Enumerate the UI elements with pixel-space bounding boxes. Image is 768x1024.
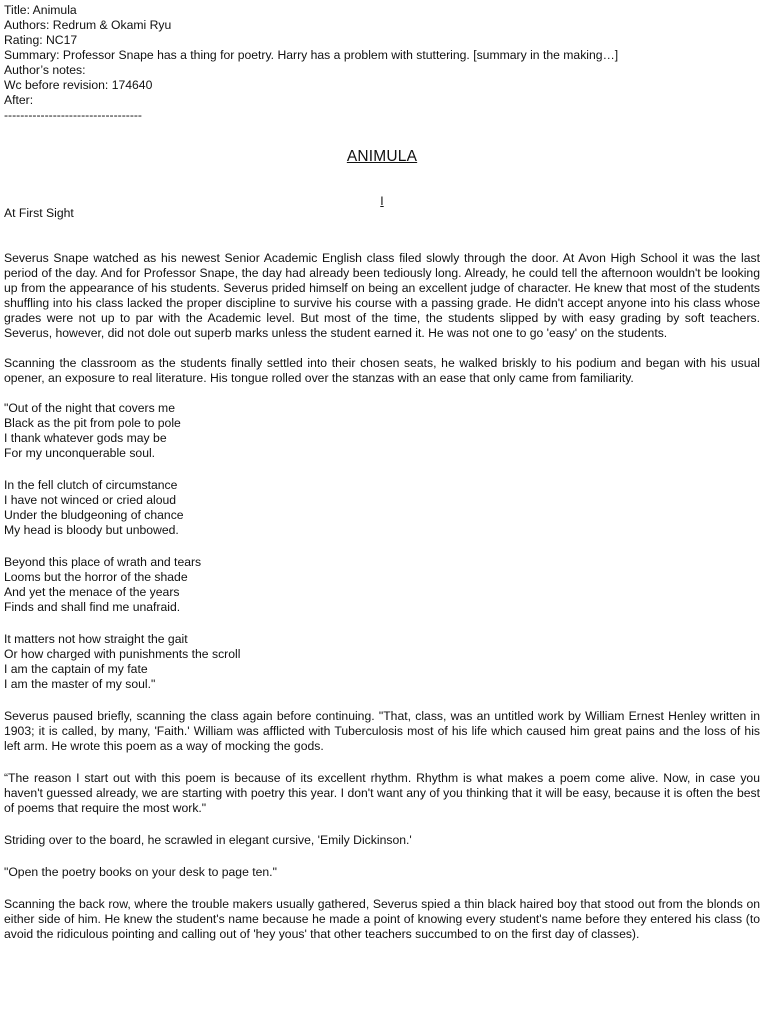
poem-stanza-1 bbox=[4, 401, 760, 461]
paragraph-5: Striding over to the board, he scrawled in elegant cursive, 'Emily Dickinson.' bbox=[4, 833, 412, 847]
meta-wordcount-after: After: bbox=[4, 93, 34, 107]
verse-line: It matters not how straight the gait bbox=[4, 632, 188, 646]
verse-line: In the fell clutch of circumstance bbox=[4, 478, 178, 492]
paragraph-3: Severus paused briefly, scanning the class again before continuing. "That, class, was an untitled work by William Ernest Henley written in 1903; it is called, by many, 'Faith.' William was afflicted with Tuberculosis most of his life which caused him great pains and the loss of his left arm. He wrote this poem as a way of mocking the gods. bbox=[4, 709, 760, 753]
meta-rating: Rating: NC17 bbox=[4, 33, 78, 47]
meta-authors: Authors: Redrum & Okami Ryu bbox=[4, 18, 172, 32]
verse-line: I thank whatever gods may be bbox=[4, 431, 167, 445]
meta-wordcount-before: Wc before revision: 174640 bbox=[4, 78, 153, 92]
meta-title: Title: Animula bbox=[4, 3, 77, 17]
verse-line: I am the captain of my fate bbox=[4, 662, 148, 676]
verse-line: And yet the menace of the years bbox=[4, 585, 180, 599]
chapter-title: At First Sight bbox=[4, 206, 74, 220]
verse-line: I am the master of my soul." bbox=[4, 677, 156, 691]
paragraph-4: “The reason I start out with this poem is because of its excellent rhythm. Rhythm is what makes a poem come alive. Now, in case you haven't guessed already, we are starting with poetry this year. I don't want any of you thinking that it will be easy, because it is often the best of poems that require the most work." bbox=[4, 771, 760, 815]
chapter-number: I bbox=[380, 194, 384, 208]
verse-line: Under the bludgeoning of chance bbox=[4, 508, 184, 522]
verse-line: Beyond this place of wrath and tears bbox=[4, 555, 202, 569]
poem-stanza-4 bbox=[4, 632, 760, 692]
paragraph-6: "Open the poetry books on your desk to page ten." bbox=[4, 865, 277, 879]
paragraph-1: Severus Snape watched as his newest Senior Academic English class filed slowly through the door. At Avon High School it was the last period of the day. And for Professor Snape, the day had already been tediously long. Already, he could tell the afternoon wouldn't be looking up from the appearance of his students. Severus prided himself on being an excellent judge of character. He knew that most of the students shuffling into his class lacked the proper discipline to survive his course with a passing grade. He didn't accept anyone into his class whose grades were not up to par with the Academic level. But most of the time, the students slipped by with easy grading by soft teachers. Severus, however, did not dole out superb marks unless the student earned it. He was not one to go 'easy' on the students. bbox=[4, 251, 760, 340]
verse-line: Looms but the horror of the shade bbox=[4, 570, 188, 584]
verse-line: Or how charged with punishments the scroll bbox=[4, 647, 241, 661]
document-page bbox=[4, 3, 760, 942]
verse-line: Finds and shall find me unafraid. bbox=[4, 600, 181, 614]
paragraph-2: Scanning the classroom as the students finally settled into their chosen seats, he walked briskly to his podium and began with his usual opener, an exposure to real literature. His tongue rolled over the stanzas with an ease that only came from familiarity. bbox=[4, 356, 760, 385]
verse-line: My head is bloody but unbowed. bbox=[4, 523, 179, 537]
poem-stanza-2 bbox=[4, 478, 760, 538]
meta-authors-notes: Author’s notes: bbox=[4, 63, 86, 77]
verse-line: For my unconquerable soul. bbox=[4, 446, 156, 460]
title-block bbox=[4, 147, 760, 167]
verse-line: I have not winced or cried aloud bbox=[4, 493, 177, 507]
verse-line: Black as the pit from pole to pole bbox=[4, 416, 181, 430]
poem-stanza-3 bbox=[4, 555, 760, 615]
paragraph-7: Scanning the back row, where the trouble makers usually gathered, Severus spied a thin black haired boy that stood out from the blonds on either side of him. He knew the student's name because he made a point of knowing every student's name before they entered his class (to avoid the ridiculous pointing and calling out of 'hey yous' that other teachers succumbed to on the first day of classes). bbox=[4, 897, 760, 941]
separator-line: ---------------------------------- bbox=[4, 108, 142, 122]
verse-line: "Out of the night that covers me bbox=[4, 401, 175, 415]
document-title: ANIMULA bbox=[346, 148, 418, 165]
meta-summary: Summary: Professor Snape has a thing for poetry. Harry has a problem with stuttering. [summary in the making…] bbox=[4, 48, 619, 62]
